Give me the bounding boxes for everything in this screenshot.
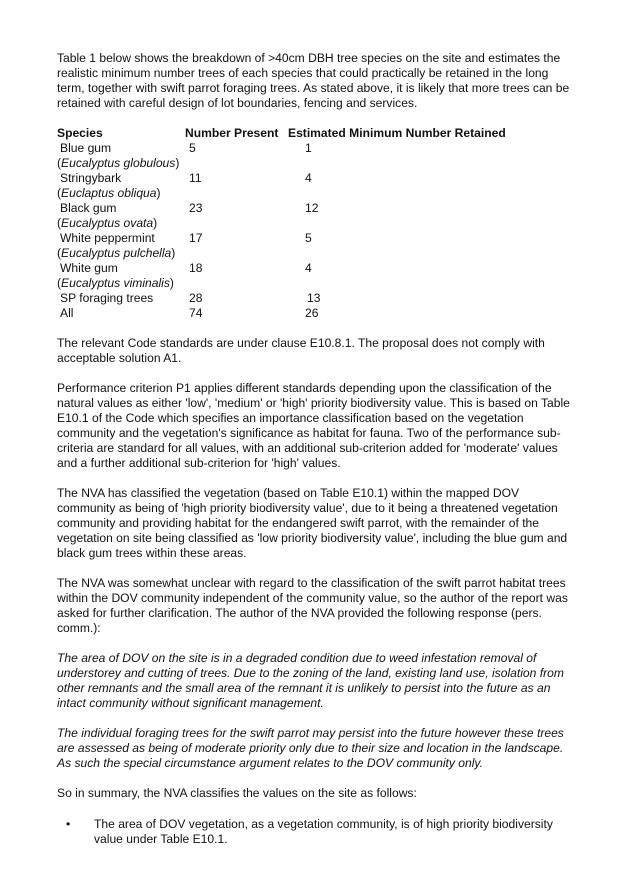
number-present: 11	[189, 171, 202, 185]
foraging-retained-value: 13	[307, 291, 321, 305]
latin-name: Eucalyptus pulchella	[61, 246, 172, 260]
total-retained-value: 26	[305, 306, 319, 320]
foraging-present: 28	[189, 291, 203, 305]
number-retained	[288, 261, 548, 276]
table-row	[57, 231, 548, 246]
number-present: 18	[189, 261, 203, 275]
species-table	[57, 126, 548, 321]
header-number-present: Number Present	[185, 126, 279, 140]
table-row	[57, 201, 548, 216]
clarification-paragraph: The NVA was somewhat unclear with regard to the classification of the swift parrot habitat trees within the DOV community independent of the community value, so the author of the report was asked for further clarification. The author of the NVA provided the following response (pers. comm.):	[57, 576, 568, 635]
table-row-scientific	[57, 186, 548, 201]
summary-intro-paragraph: So in summary, the NVA classifies the values on the site as follows:	[57, 786, 417, 800]
table-row-total	[57, 306, 548, 321]
total-retained	[288, 306, 548, 321]
latin-name: Eucalyptus ovata	[61, 216, 154, 230]
list-item-text: The area of DOV vegetation, as a vegetation community, is of high priority biodiversity value under Table E10.1.	[94, 817, 553, 846]
nva-classification-paragraph: The NVA has classified the vegetation (based on Table E10.1) within the mapped DOV community as being of 'high priority biodiversity value', due to it being a threatened vegetation community and providing habitat for the endangered swift parrot, with the remainder of the vegetation on site being classified as 'low priority biodiversity value', including the blue gum and black gum trees within these areas.	[57, 486, 568, 560]
quote-foraging-paragraph: The individual foraging trees for the swift parrot may persist into the future however these trees are assessed as being of moderate priority only due to their size and location in the landscape. As such the special circumstance argument relates to the DOV community only.	[57, 726, 564, 770]
table-row-scientific	[57, 156, 548, 171]
species-scientific-name: (Eucalyptus globulous)	[57, 156, 180, 170]
total-label: All	[60, 306, 74, 320]
table-row	[57, 141, 548, 156]
species-common-name: White peppermint	[60, 231, 155, 245]
species-scientific-name: (Eucalyptus viminalis)	[57, 276, 174, 290]
number-present: 17	[189, 231, 203, 245]
list-item	[57, 817, 572, 847]
foraging-retained	[288, 291, 548, 306]
latin-name: Eucalyptus globulous	[61, 156, 176, 170]
summary-list	[57, 817, 572, 847]
intro-paragraph: Table 1 below shows the breakdown of >40cm DBH tree species on the site and estimates the realistic minimum number trees of each species that could practically be retained in the long term, together with swift parrot foraging trees. As stated above, it is likely that more trees can be retained with careful design of lot boundaries, fencing and services.	[57, 51, 570, 110]
species-common-name: Black gum	[60, 201, 117, 215]
table-row-scientific	[57, 216, 548, 231]
total-present: 74	[189, 306, 203, 320]
performance-criterion-paragraph: Performance criterion P1 applies different standards depending upon the classification of the natural values as either 'low', 'medium' or 'high' priority biodiversity value. This is based on Table E10.1 of the Code which specifies an importance classification based on the vegetation community and the vegetation's significance as habitat for fauna. Two of the performance sub-criteria are standard for all values, with an additional sub-criterion added for 'moderate' values and a further additional sub-criterion for 'high' values.	[57, 381, 570, 470]
table-row	[57, 171, 548, 186]
number-present: 5	[189, 141, 196, 155]
species-scientific-name: (Eucalyptus ovata)	[57, 216, 158, 230]
number-retained-value: 5	[305, 231, 312, 245]
latin-name: Eucalyptus viminalis	[61, 276, 170, 290]
header-estimated-retained: Estimated Minimum Number Retained	[288, 126, 506, 140]
table-header-row	[57, 126, 548, 141]
table-row	[57, 261, 548, 276]
number-retained-value: 12	[305, 201, 319, 215]
number-retained	[288, 201, 548, 216]
species-common-name: Stringybark	[60, 171, 122, 185]
bullet-icon: •	[66, 817, 71, 831]
species-common-name: White gum	[60, 261, 118, 275]
species-scientific-name: (Eucalyptus pulchella)	[57, 246, 176, 260]
species-common-name: Blue gum	[60, 141, 112, 155]
number-retained-value: 4	[305, 261, 312, 275]
species-scientific-name: (Euclaptus obliqua)	[57, 186, 161, 200]
table-row-scientific	[57, 276, 548, 291]
number-retained-value: 4	[305, 171, 312, 185]
document-page	[57, 51, 572, 847]
foraging-label: SP foraging trees	[60, 291, 154, 305]
quote-dov-paragraph: The area of DOV on the site is in a degraded condition due to weed infestation removal of understorey and cutting of trees. Due to the zoning of the land, existing land use, isolation from other remnants and the small area of the remnant it is unlikely to persist into the future as an intact community without significant management.	[57, 651, 564, 710]
code-standards-paragraph: The relevant Code standards are under clause E10.8.1. The proposal does not comply with acceptable solution A1.	[57, 336, 545, 365]
header-species: Species	[57, 126, 103, 140]
number-retained	[288, 231, 548, 246]
latin-name: Euclaptus obliqua	[61, 186, 157, 200]
table-row-scientific	[57, 246, 548, 261]
number-retained-value: 1	[305, 141, 312, 155]
table-row-foraging	[57, 291, 548, 306]
number-retained	[288, 141, 548, 156]
number-retained	[288, 171, 548, 186]
number-present: 23	[189, 201, 203, 215]
